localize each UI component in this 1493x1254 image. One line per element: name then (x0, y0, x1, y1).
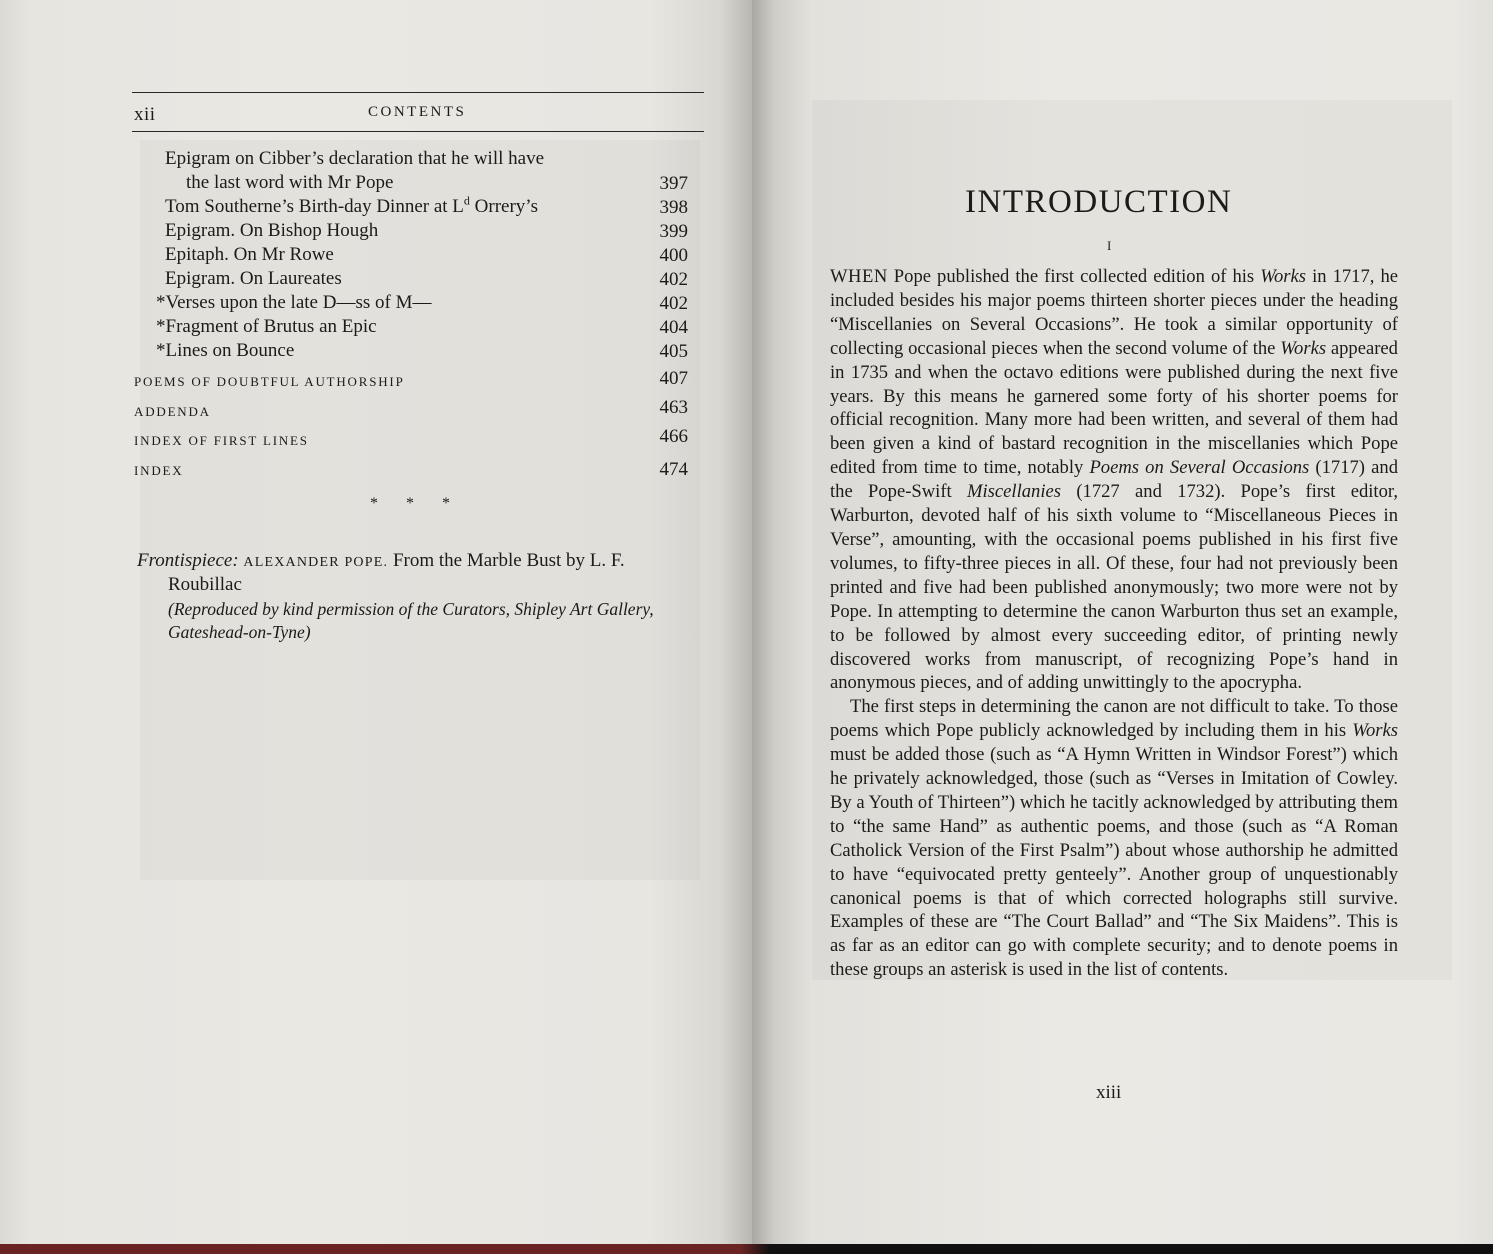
toc-entry-text: Epitaph. On Mr Rowe (165, 244, 334, 265)
header-bottom-rule (132, 131, 704, 132)
toc-page-number: 402 (659, 293, 688, 314)
ornament-stars: * * * (370, 495, 462, 512)
toc-entry-text: Tom Southerne’s Birth-day Dinner at $L^d$ Orrery’s (165, 193, 538, 217)
header-top-rule (132, 92, 704, 93)
toc-page-number: 400 (659, 245, 688, 266)
toc-page-number: 398 (659, 197, 688, 218)
left-page (0, 0, 752, 1244)
toc-page-number: 399 (659, 221, 688, 242)
frontispiece-line: Frontispiece: ALEXANDER POPE. From the Marble Bust by L. F. (137, 550, 625, 571)
toc-entry-text: *Lines on Bounce (156, 340, 295, 361)
toc-entry-text: Epigram. On Bishop Hough (165, 220, 379, 241)
toc-page-number: 463 (659, 397, 688, 418)
page-folio: xii (134, 104, 156, 125)
frontispiece-credit: Gateshead-on-Tyne) (168, 622, 311, 642)
toc-section-label: POEMS OF DOUBTFUL AUTHORSHIP (134, 374, 405, 389)
frontispiece-credit: (Reproduced by kind permission of the Curators, Shipley Art Gallery, (168, 599, 654, 619)
toc-entry-text: Epigram. On Laureates (165, 268, 342, 289)
toc-section-label: INDEX (134, 463, 184, 478)
toc-section-label: INDEX OF FIRST LINES (134, 433, 309, 448)
toc-page-number: 407 (659, 368, 688, 389)
section-number: I (1107, 238, 1112, 253)
running-head: CONTENTS (368, 104, 467, 120)
toc-entry-text: *Fragment of Brutus an Epic (156, 316, 377, 337)
toc-entry-text: *Verses upon the late D—ss of M— (156, 292, 432, 313)
toc-entry-text: the last word with Mr Pope (186, 172, 394, 193)
chapter-title: INTRODUCTION (965, 184, 1233, 220)
toc-page-number: 405 (659, 341, 688, 362)
toc-page-number: 397 (659, 173, 688, 194)
paragraph: The first steps in determining the canon are not difficult to take. To those poems which Pope publicly acknowledged by including them in his Works must be added those (such as “A Hymn Written in Windsor Forest”) which he privately acknowledged, those (such as “Verses in Imitation of Cowley. By a Youth of Thirteen”) which he tacitly acknowledged by attributing them to “the same Hand” as authentic poems, and those (such as “A Roman Catholick Version of the First Psalm”) about whose authorship he admitted to have “equivocated pretty genteely”. Another group of unquestionably canonical poems is that of which corrected holographs still survive. Examples of these are “The Court Ballad” and “The Six Maidens”. This is as far as an editor can go with complete security; and to denote poems in these groups an asterisk is used in the list of contents. (830, 696, 1398, 981)
frontispiece-line: Roubillac (168, 574, 242, 595)
paragraph: WHEN Pope published the first collected edition of his Works in 1717, he included besides his major poems thirteen shorter pieces under the heading “Miscellanies on Several Occasions”. He took a similar opportunity of collecting occasional pieces when the second volume of the Works appeared in 1735 and when the octavo editions were published during the next five years. By this means he garnered some forty of his shorter poems for official recognition. Many more had been written, and several of them had been given a kind of bastard recognition in the miscellanies which Pope edited from time to time, notably Poems on Several Occasions (1717) and the Pope-Swift Miscellanies (1727 and 1732). Pope’s first editor, Warburton, devoted half of his sixth volume to “Miscellaneous Pieces in Verse”, amounting, with the occasional poems published in his first five volumes, to fifty-three pieces in all. Of these, four had not previously been printed and five had been published anonymously; two more were not by Pope. In attempting to determine the canon Warburton thus set an example, to be followed by almost every succeeding editor, of printing newly discovered works from manuscript, of recognizing Pope’s hand in anonymous pieces, and of adding unwittingly to the apocrypha. (830, 266, 1398, 694)
toc-section-label: ADDENDA (134, 404, 211, 419)
book-edge (0, 1244, 1493, 1254)
introduction-body (830, 265, 1398, 982)
toc-page-number: 404 (659, 317, 688, 338)
toc-entry-text: Epigram on Cibber’s declaration that he will have (165, 148, 545, 169)
toc-page-number: 466 (659, 426, 688, 447)
toc-page-number: 402 (659, 269, 688, 290)
toc-page-number: 474 (659, 459, 688, 480)
page-folio: xiii (1096, 1082, 1122, 1103)
